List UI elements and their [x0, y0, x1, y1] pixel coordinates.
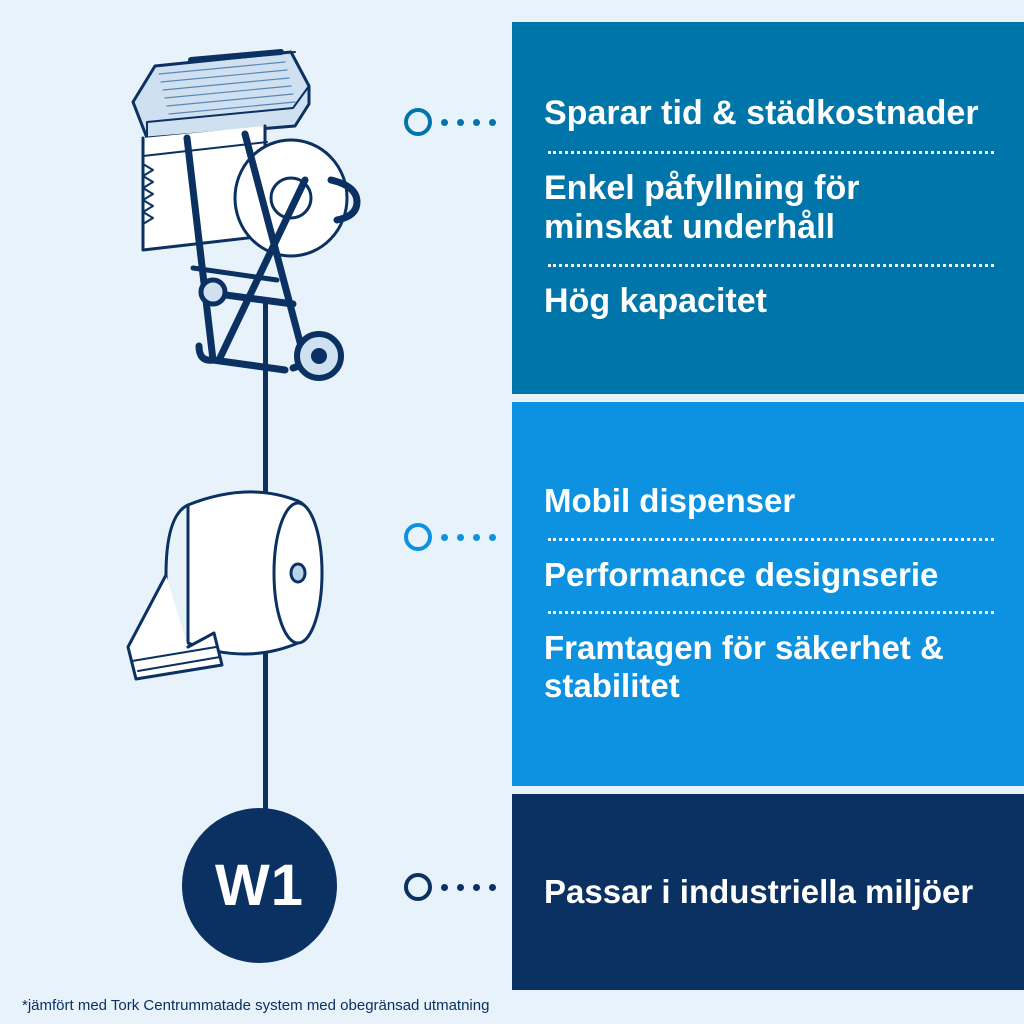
w1-badge: W1	[182, 808, 337, 963]
paper-roll-illustration	[110, 465, 370, 705]
connector-environment	[404, 873, 496, 901]
environment-item: Passar i industriella miljöer	[544, 872, 974, 910]
divider	[548, 538, 994, 541]
dotted-leader-icon	[441, 884, 496, 891]
circle-icon	[404, 873, 432, 901]
feature-item: Mobil dispenser	[544, 482, 796, 520]
connector-benefits	[404, 108, 496, 136]
circle-icon	[404, 523, 432, 551]
illustration-column	[0, 0, 512, 990]
benefit-item: Hög kapacitet	[544, 282, 767, 321]
divider	[548, 151, 994, 154]
circle-icon	[404, 108, 432, 136]
panel-features	[512, 402, 1024, 786]
panel-environment	[512, 794, 1024, 990]
footnote: *jämfört med Tork Centrummatade system med obegränsad utmatning	[22, 997, 490, 1014]
panel-benefits	[512, 22, 1024, 394]
feature-item: Framtagen för säkerhet & stabilitet	[544, 629, 944, 705]
dispenser-illustration	[95, 30, 375, 390]
dotted-leader-icon	[441, 534, 496, 541]
divider	[548, 611, 994, 614]
benefit-item: Enkel påfyllning för minskat underhåll	[544, 168, 860, 246]
connector-features	[404, 523, 496, 551]
divider	[548, 264, 994, 267]
dotted-leader-icon	[441, 119, 496, 126]
feature-item: Performance designserie	[544, 555, 939, 593]
benefit-item: Sparar tid & städkostnader	[544, 94, 979, 133]
